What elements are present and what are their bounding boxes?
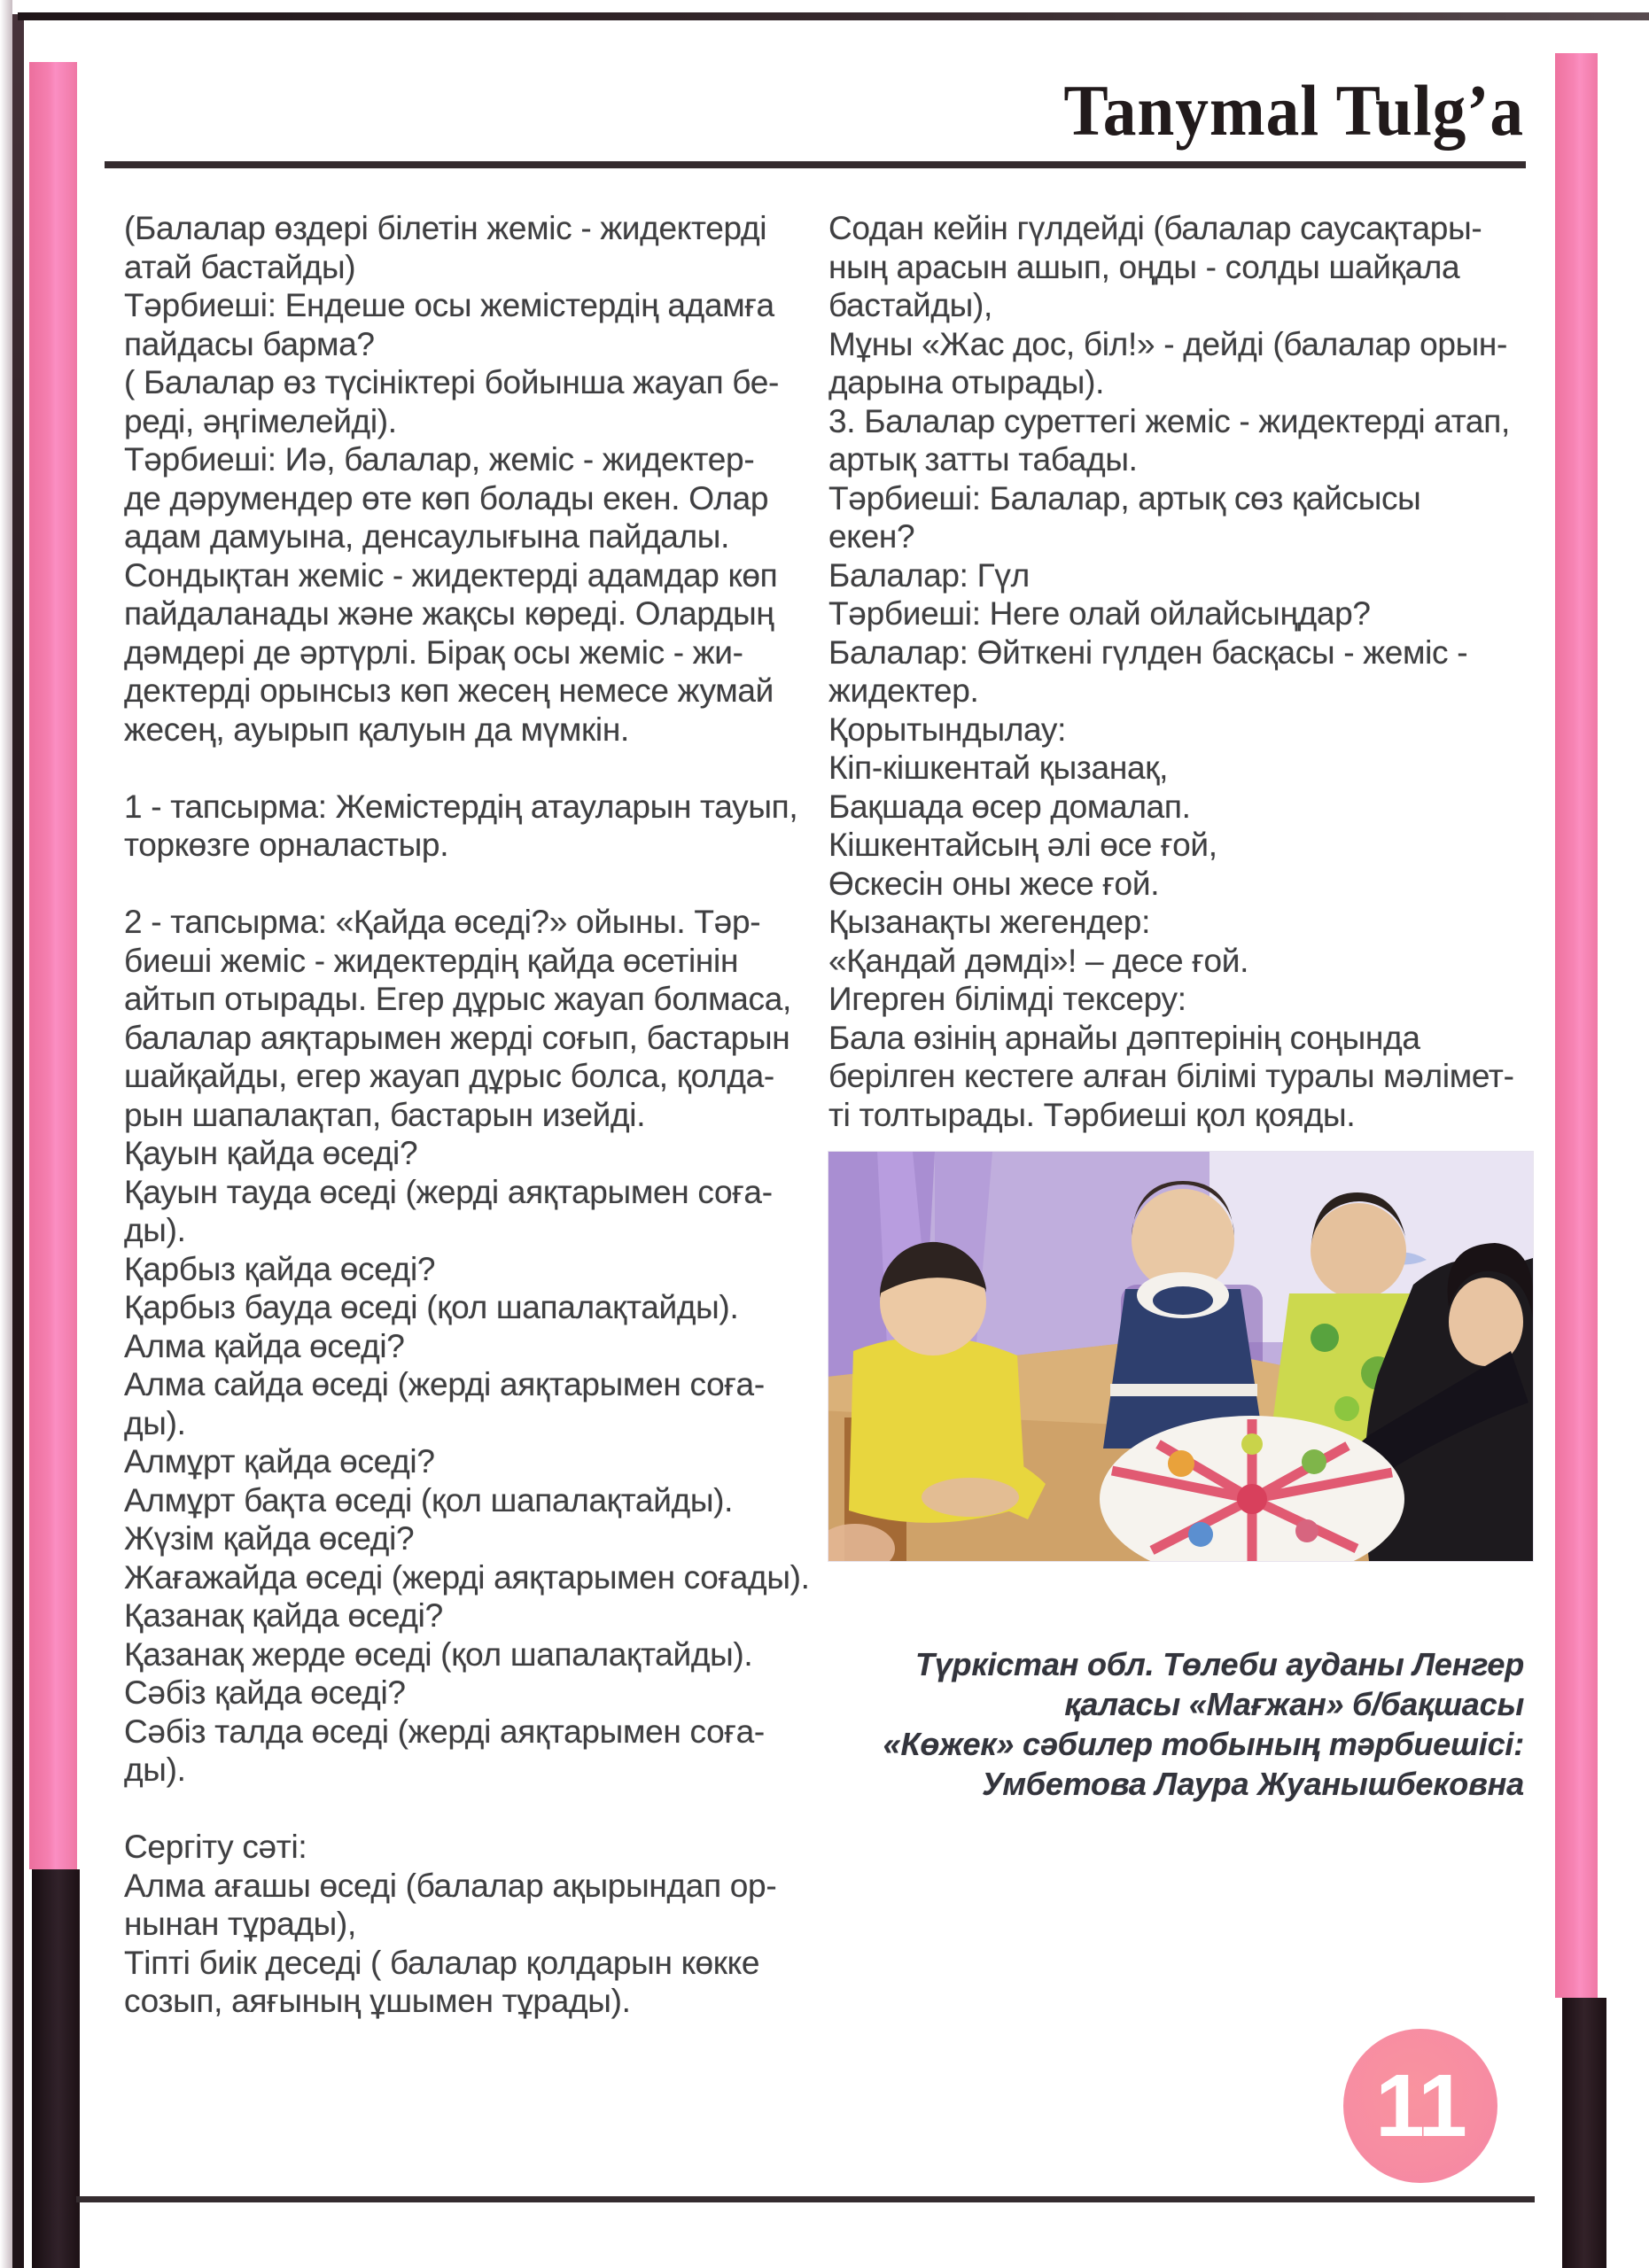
right-pink-bar	[1555, 53, 1598, 1998]
text-line: шайқайды, егер жауап дұрыс болса, қолда-	[124, 1058, 774, 1094]
left-text-column	[124, 209, 820, 2021]
right-text-column	[828, 209, 1524, 1134]
text-line: «Көжек» сәбилер тобының тәрбиешісі:	[883, 1726, 1524, 1762]
text-line: пайдасы барма?	[124, 325, 375, 362]
text-line: Қауын қайда өседі?	[124, 1135, 418, 1171]
text-line: Содан кейін гүлдейді (балалар саусақтары-	[828, 210, 1482, 246]
text-line: дарына отырады).	[828, 364, 1105, 400]
text-line: екен?	[828, 518, 915, 555]
page-title: Tanymal Tulg’a	[1063, 70, 1524, 151]
text-line: Қазанақ қайда өседі?	[124, 1597, 443, 1634]
text-line: ды).	[124, 1212, 186, 1248]
text-line: 3. Балалар суреттегі жеміс - жидектерді атап,	[828, 402, 1510, 439]
text-line: Мұны «Жас дос, біл!» - дейді (балалар орын-	[828, 325, 1508, 362]
text-line: биеші жеміс - жидектердің қайда өсетінін	[124, 942, 739, 979]
text-line: Өскесін оны жесе ғой.	[828, 865, 1160, 902]
text-line: айтып отырады. Егер дұрыс жауап болмаса,	[124, 981, 791, 1017]
text-line: Кіп-кішкентай қызанақ,	[828, 750, 1169, 786]
text-line: балалар аяқтарымен жерді соғып, бастарын	[124, 1019, 790, 1056]
page-number: 11	[1375, 2056, 1466, 2155]
text-line: Қорытындылау:	[828, 711, 1067, 748]
page-number-badge	[1343, 2029, 1497, 2183]
text-line: Сергіту сәті:	[124, 1829, 307, 1865]
text-line: Жүзім қайда өседі?	[124, 1520, 415, 1557]
text-line: пайдаланады және жақсы көреді. Олардың	[124, 595, 774, 632]
text-line: жесең, ауырып қалуын да мүмкін.	[124, 711, 629, 748]
text-line: Алма сайда өседі (жерді аяқтарымен соға-	[124, 1366, 765, 1402]
text-line: Балалар: Өйткені гүлден басқасы - жеміс -	[828, 633, 1468, 671]
text-line: Бала өзінің арнайы дәптерінің соңында	[828, 1019, 1420, 1056]
text-line: (Балалар өздері білетін жеміс - жидектерді	[124, 210, 767, 246]
text-line: Қызанақты жегендер:	[828, 904, 1151, 940]
text-line: Балалар: Гүл	[828, 556, 1030, 594]
text-line: Сәбіз талда өседі (жерді аяқтарымен соға-	[124, 1713, 765, 1750]
text-line: Тіпті биік деседі ( балалар қолдарын көкке	[124, 1944, 760, 1981]
text-line: Қарбыз қайда өседі?	[124, 1250, 436, 1287]
text-line: Алмұрт бақта өседі (қол шапалақтайды).	[124, 1481, 734, 1518]
text-line: адам дамуына, денсаулығына пайдалы.	[124, 518, 730, 555]
text-line: «Қандай дәмді»! – десе ғой.	[828, 942, 1249, 979]
text-line: ның арасын ашып, оңды - солды шайқала	[828, 248, 1460, 285]
text-line: де дәрумендер өте көп болады екен. Олар	[124, 479, 769, 517]
text-line: дәмдері де әртүрлі. Бірақ осы жеміс - жи-	[124, 633, 743, 671]
text-line: Бақшада өсер домалап.	[828, 788, 1191, 825]
text-line: Тәрбиеші: Ендеше осы жемістердің адамға	[124, 287, 774, 323]
text-line: реді, әңгімелейді).	[124, 402, 397, 439]
text-line: Қазанақ жерде өседі (қол шапалақтайды).	[124, 1635, 753, 1673]
text-line: Түркістан обл. Төлеби ауданы Ленгер	[914, 1646, 1524, 1682]
text-line: Игерген білімді тексеру:	[828, 981, 1186, 1017]
header-rule	[105, 161, 1526, 168]
text-line: Сәбіз қайда өседі?	[124, 1674, 406, 1711]
classroom-photo-art	[828, 1152, 1533, 1561]
text-line: дектерді орынсыз көп жесең немесе жумай	[124, 672, 774, 709]
text-line: Алма ағашы өседі (балалар ақырындап ор-	[124, 1867, 777, 1904]
text-line: Сондықтан жеміс - жидектерді адамдар көп	[124, 556, 778, 594]
text-line: ды).	[124, 1404, 186, 1441]
text-line: артық затты табады.	[828, 441, 1138, 478]
scan-left-edge	[12, 14, 24, 2268]
text-line: ті толтырады. Тәрбиеші қол қояды.	[828, 1096, 1356, 1133]
text-line: ды).	[124, 1751, 186, 1788]
text-line: Алмұрт қайда өседі?	[124, 1443, 435, 1480]
text-line: Кішкентайсың әлі өсе ғой,	[828, 827, 1217, 863]
text-line: Қарбыз бауда өседі (қол шапалақтайды).	[124, 1289, 739, 1325]
text-line: берілген кестеге алған білімі туралы мәлімет-	[828, 1058, 1514, 1094]
text-line: созып, аяғының ұшымен тұрады).	[124, 1983, 631, 2019]
text-line: Қауын тауда өседі (жерді аяқтарымен соға-	[124, 1173, 773, 1210]
text-line	[124, 749, 820, 788]
text-line: рын шапалақтап, бастарын изейді.	[124, 1096, 646, 1133]
text-line: 2 - тапсырма: «Қайда өседі?» ойыны. Тәр-	[124, 904, 761, 940]
footer-rule	[76, 2196, 1535, 2202]
text-line: Умбетова Лаура Жуанышбековна	[982, 1766, 1524, 1802]
classroom-photo	[828, 1152, 1533, 1561]
text-line: атай бастайды)	[124, 248, 356, 285]
text-line: Алма қайда өседі?	[124, 1327, 405, 1364]
left-dark-bar	[32, 1869, 80, 2268]
text-line: нынан тұрады),	[124, 1906, 356, 1942]
text-line: жидектер.	[828, 672, 979, 709]
text-line	[124, 1790, 820, 1829]
text-line: Тәрбиеші: Неге олай ойлайсыңдар?	[828, 595, 1371, 632]
attribution	[815, 1644, 1524, 1804]
text-line: ( Балалар өз түсініктері бойынша жауап бе-	[124, 364, 780, 400]
text-line: Жағажайда өседі (жерді аяқтарымен соғады).	[124, 1558, 810, 1596]
text-line: торкөзге орналастыр.	[124, 827, 449, 863]
text-line: Тәрбиеші: Балалар, артық сөз қайсысы	[828, 479, 1421, 517]
text-line	[124, 865, 820, 904]
text-line: бастайды),	[828, 287, 992, 323]
scan-left-gutter	[0, 0, 12, 2268]
text-line: Тәрбиеші: Иә, балалар, жеміс - жидектер-	[124, 441, 755, 478]
right-dark-bar	[1562, 1998, 1606, 2268]
text-line: 1 - тапсырма: Жемістердің атауларын тауып,	[124, 788, 798, 825]
left-pink-bar	[29, 62, 77, 1869]
scan-top-edge	[18, 12, 1649, 20]
text-line: қаласы «Мағжан» б/бақшасы	[1064, 1686, 1524, 1722]
